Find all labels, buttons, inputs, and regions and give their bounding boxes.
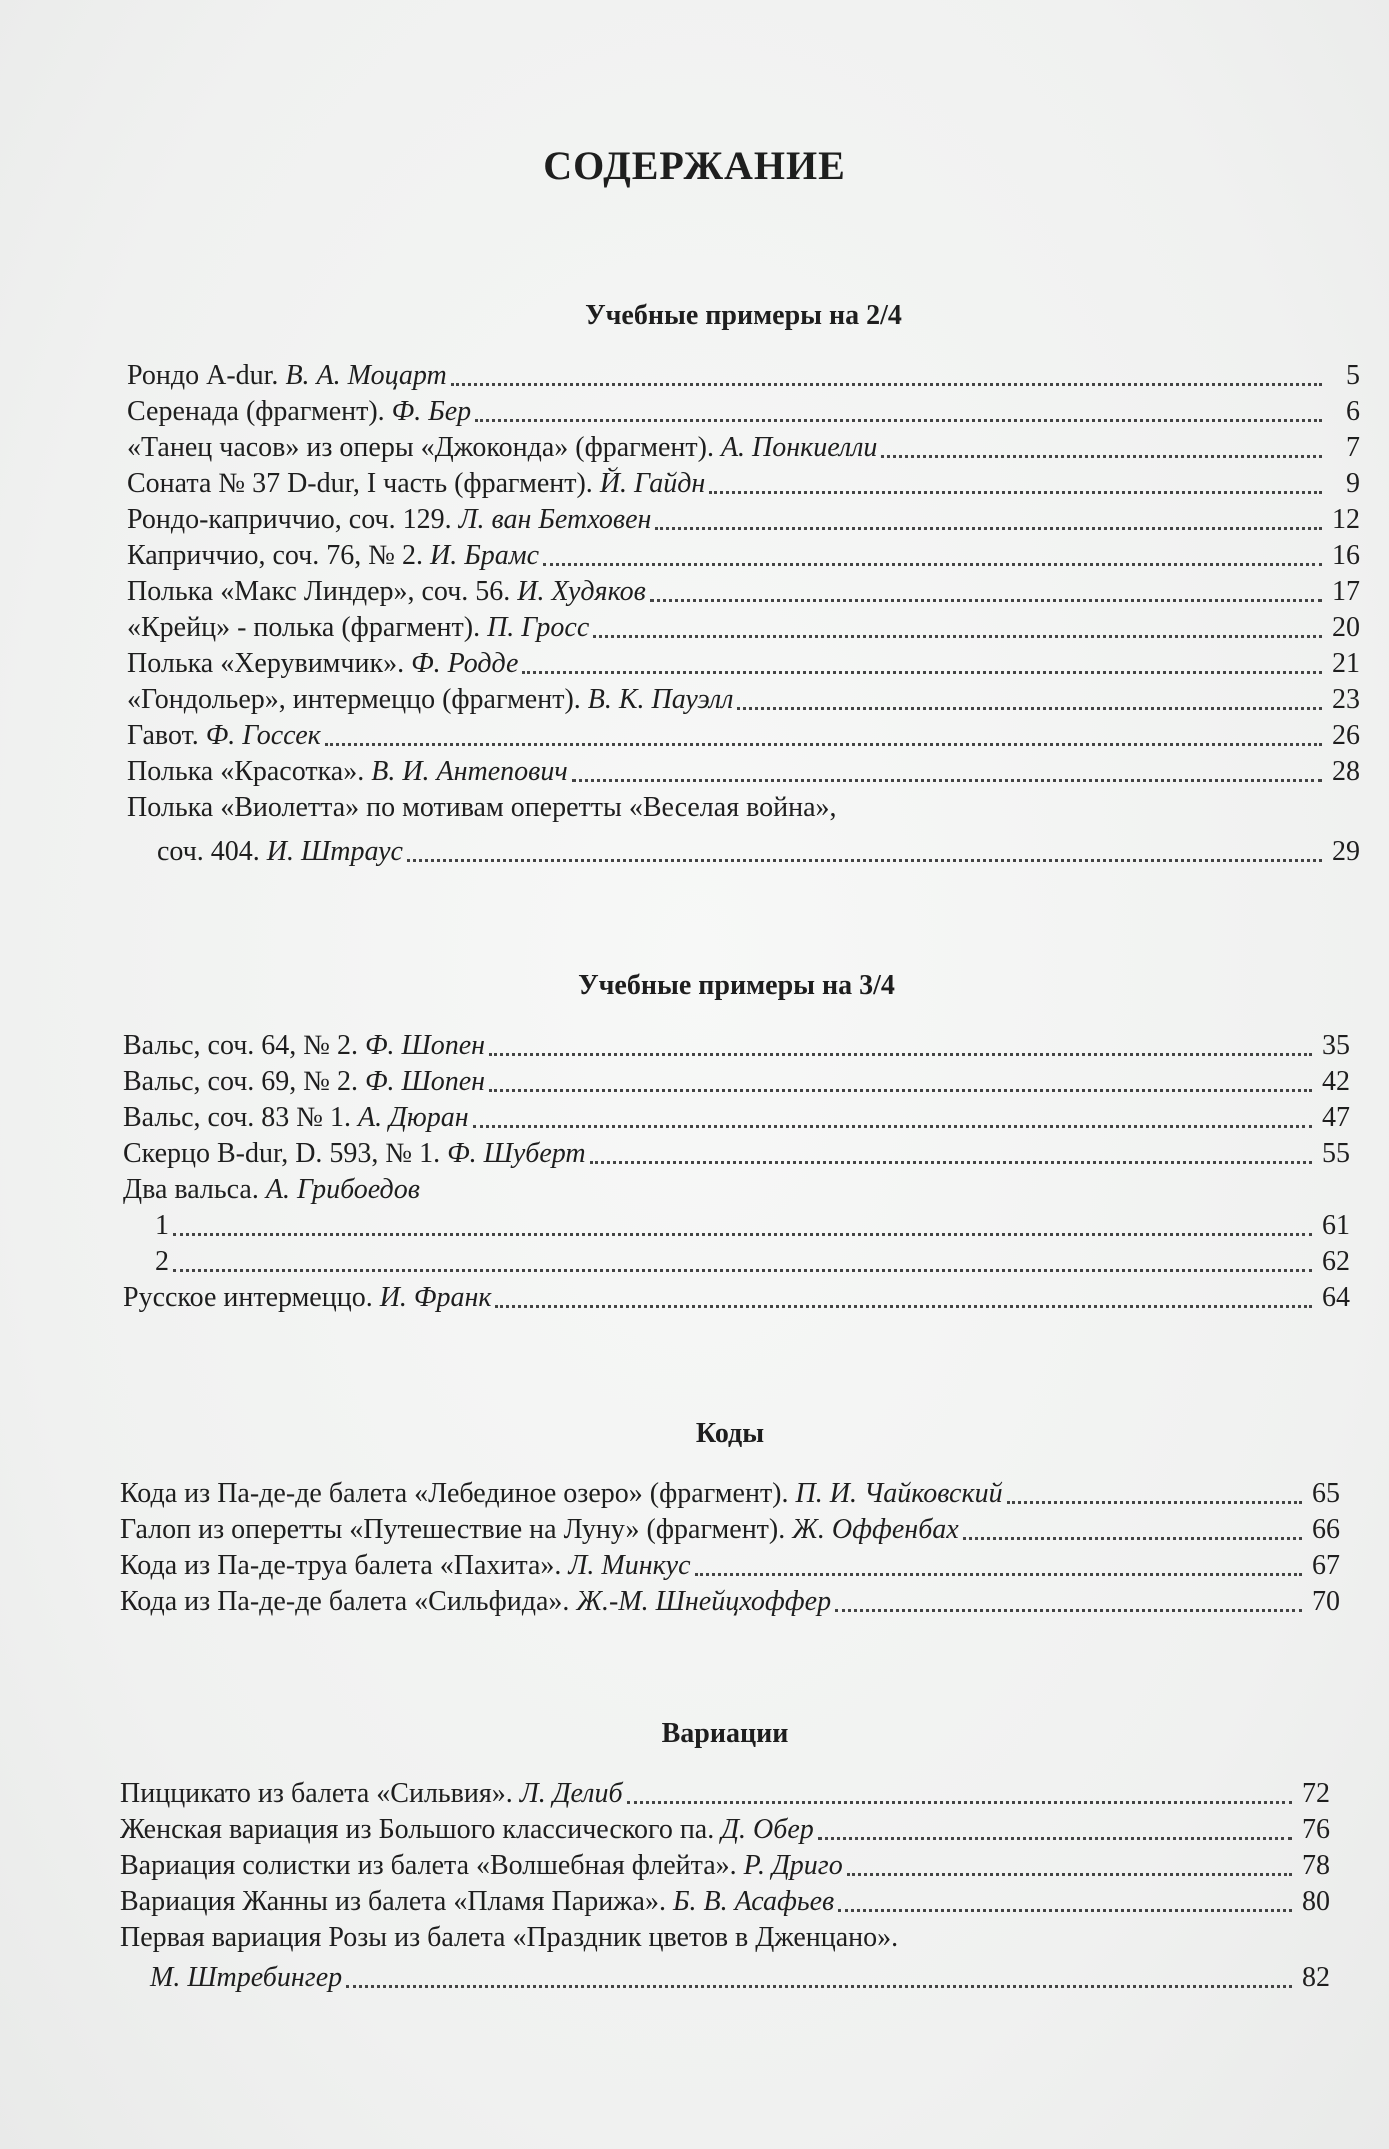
- dot-leader: [847, 1873, 1292, 1876]
- toc-entry: [120, 1548, 1340, 1584]
- entry-title: Скерцо B-dur, D. 593, № 1.: [123, 1138, 448, 1169]
- entry-title: «Танец часов» из оперы «Джоконда» (фрагмент).: [127, 432, 721, 463]
- entry-title: Кода из Па-де-де балета «Сильфида».: [120, 1586, 577, 1617]
- entry-title: Полька «Красотка».: [127, 756, 372, 787]
- toc-entry: [127, 646, 1360, 682]
- dot-leader: [655, 527, 1322, 530]
- entry-author: Л. Минкус: [568, 1550, 691, 1581]
- entry-page: 55: [1322, 1138, 1350, 1169]
- entry-page: 65: [1312, 1478, 1340, 1509]
- entry-author: М. Штребингер: [150, 1962, 343, 1993]
- entry-page: 80: [1302, 1886, 1330, 1917]
- entry-title: 2: [155, 1246, 169, 1277]
- entry-author: В. И. Антепович: [371, 756, 568, 787]
- entry-author: Д. Обер: [721, 1814, 814, 1845]
- dot-leader: [963, 1537, 1302, 1540]
- entry-author: И. Франк: [379, 1282, 492, 1313]
- toc-entry: [120, 1960, 1330, 1996]
- entry-page: 47: [1322, 1102, 1350, 1133]
- entry-title: Вальс, соч. 64, № 2.: [123, 1030, 366, 1061]
- dot-leader: [451, 383, 1322, 386]
- entry-page: 35: [1322, 1030, 1350, 1061]
- entry-author: П. И. Чайковский: [795, 1478, 1003, 1509]
- entry-title: Кода из Па-де-де балета «Лебединое озеро» (фрагмент).: [120, 1478, 796, 1509]
- entry-page: 72: [1302, 1778, 1330, 1809]
- entry-title: Галоп из оперетты «Путешествие на Луну» (фрагмент).: [120, 1514, 793, 1545]
- entry-page: 78: [1302, 1850, 1330, 1881]
- dot-leader: [695, 1573, 1302, 1576]
- toc-entry: [120, 1884, 1330, 1920]
- entry-list: [120, 1476, 1340, 1620]
- entry-author: П. Гросс: [487, 612, 590, 643]
- entry-author: Р. Дриго: [743, 1850, 843, 1881]
- toc-entry: [123, 1064, 1350, 1100]
- dot-leader: [650, 599, 1322, 602]
- entry-page: 17: [1332, 576, 1360, 607]
- toc-entry: [120, 1812, 1330, 1848]
- entry-title: «Гондольер», интермеццо (фрагмент).: [127, 684, 588, 715]
- entry-author: Ф. Бер: [391, 396, 472, 427]
- dot-leader: [489, 1089, 1312, 1092]
- entry-page: 5: [1346, 360, 1360, 391]
- toc-entry: [123, 1244, 1350, 1280]
- entry-title: Гавот.: [127, 720, 206, 751]
- toc-entry: [127, 502, 1360, 538]
- entry-title: Вариация солистки из балета «Волшебная флейта».: [120, 1850, 744, 1881]
- entry-title: «Крейц» - полька (фрагмент).: [127, 612, 488, 643]
- entry-page: 16: [1332, 540, 1360, 571]
- entry-title: 1: [155, 1210, 169, 1241]
- entry-title: Вальс, соч. 83 № 1.: [123, 1102, 359, 1133]
- section-heading: Вариации: [661, 1718, 789, 1749]
- toc-entry: [127, 682, 1360, 718]
- entry-author: Л. Делиб: [519, 1778, 623, 1809]
- entry-title: Кода из Па-де-труа балета «Пахита».: [120, 1550, 569, 1581]
- entry-author: А. Грибоедов: [265, 1174, 420, 1205]
- dot-leader: [1007, 1501, 1302, 1504]
- section-heading: Учебные примеры на 3/4: [578, 970, 895, 1001]
- dot-leader: [709, 491, 1322, 494]
- toc-entry: [123, 1100, 1350, 1136]
- toc-entry: [127, 358, 1360, 394]
- section-heading: Коды: [695, 1418, 765, 1449]
- entry-title: Вальс, соч. 69, № 2.: [123, 1066, 366, 1097]
- dot-leader: [173, 1269, 1312, 1272]
- dot-leader: [522, 671, 1322, 674]
- section-variations: [120, 1718, 1330, 1996]
- toc-entry: [127, 574, 1360, 610]
- toc-entry: [127, 466, 1360, 502]
- dot-leader: [489, 1053, 1312, 1056]
- entry-page: 7: [1346, 432, 1360, 463]
- entry-title: Вариация Жанны из балета «Пламя Парижа».: [120, 1886, 673, 1917]
- entry-title: Каприччио, соч. 76, № 2.: [127, 540, 430, 571]
- entry-author: А. Понкиелли: [720, 432, 878, 463]
- entry-page: 26: [1332, 720, 1360, 751]
- entry-title: Рондо A-dur.: [127, 360, 286, 391]
- entry-author: В. А. Моцарт: [285, 360, 447, 391]
- toc-entry: [120, 1512, 1340, 1548]
- entry-title-line: Первая вариация Розы из балета «Праздник цветов в Дженцано».: [120, 1922, 899, 1953]
- entry-author: И. Штраус: [266, 836, 403, 867]
- toc-entry: [127, 610, 1360, 646]
- entry-title: Серенада (фрагмент).: [127, 396, 392, 427]
- entry-author: Й. Гайдн: [599, 468, 706, 499]
- entry-page: 20: [1332, 612, 1360, 643]
- toc-entry: [120, 1584, 1340, 1620]
- toc-entry: [127, 538, 1360, 574]
- entry-list: [127, 358, 1360, 790]
- entry-page: 29: [1332, 836, 1360, 867]
- toc-entry: [127, 834, 1360, 870]
- group-title: Два вальса. А. Грибоедов: [123, 1174, 420, 1205]
- entry-title: Полька «Макс Линдер», соч. 56.: [127, 576, 518, 607]
- entry-page: 67: [1312, 1550, 1340, 1581]
- toc-entry: [123, 1280, 1350, 1316]
- entry-page: 64: [1322, 1282, 1350, 1313]
- dot-leader: [838, 1909, 1292, 1912]
- dot-leader: [627, 1801, 1292, 1804]
- entry-title: Полька «Херувимчик».: [127, 648, 412, 679]
- section-codas: [120, 1418, 1340, 1620]
- entry-author: И. Брамс: [429, 540, 540, 571]
- toc-entry: [127, 430, 1360, 466]
- entry-author: И. Худяков: [517, 576, 646, 607]
- toc-entry-multiline: [120, 1920, 1330, 1996]
- entry-title: соч. 404.: [157, 836, 267, 867]
- toc-entry: [127, 394, 1360, 430]
- section-heading: Учебные примеры на 2/4: [585, 300, 902, 331]
- entry-page: 6: [1346, 396, 1360, 427]
- entry-title: Соната № 37 D-dur, I часть (фрагмент).: [127, 468, 600, 499]
- entry-page: 42: [1322, 1066, 1350, 1097]
- toc-entry: [120, 1776, 1330, 1812]
- section-2-4: [127, 300, 1360, 870]
- entry-page: 28: [1332, 756, 1360, 787]
- entry-page: 66: [1312, 1514, 1340, 1545]
- entry-author: Ж. Оффенбах: [792, 1514, 959, 1545]
- entry-page: 76: [1302, 1814, 1330, 1845]
- entry-page: 62: [1322, 1246, 1350, 1277]
- entry-page: 21: [1332, 648, 1360, 679]
- entry-author: Ж.-М. Шнейцхоффер: [576, 1586, 832, 1617]
- entry-author: В. К. Пауэлл: [587, 684, 734, 715]
- toc-entry: [123, 1136, 1350, 1172]
- dot-leader: [881, 455, 1322, 458]
- page-title: СОДЕРЖАНИЕ: [543, 143, 846, 188]
- toc-entry-multiline: [127, 790, 1360, 870]
- dot-leader: [475, 419, 1322, 422]
- entry-list: [123, 1028, 1350, 1172]
- dot-leader: [593, 635, 1322, 638]
- entry-title: Женская вариация из Большого классического па.: [120, 1814, 722, 1845]
- entry-list: [120, 1776, 1330, 1920]
- dot-leader: [737, 707, 1322, 710]
- entry-title: Рондо-каприччио, соч. 129.: [127, 504, 459, 535]
- dot-leader: [407, 859, 1322, 862]
- entry-page: 9: [1346, 468, 1360, 499]
- entry-page: 82: [1302, 1962, 1330, 1993]
- toc-entry: [123, 1208, 1350, 1244]
- dot-leader: [572, 779, 1322, 782]
- dot-leader: [543, 563, 1322, 566]
- entry-title: Пиццикато из балета «Сильвия».: [120, 1778, 520, 1809]
- dot-leader: [495, 1305, 1312, 1308]
- toc-entry: [120, 1476, 1340, 1512]
- entry-page: 12: [1332, 504, 1360, 535]
- entry-author: Л. ван Бетховен: [458, 504, 652, 535]
- entry-author: Ф. Госсек: [205, 720, 321, 751]
- entry-author: А. Дюран: [358, 1102, 469, 1133]
- section-3-4: [123, 970, 1350, 1316]
- entry-author: Ф. Шопен: [365, 1066, 486, 1097]
- entry-page: 61: [1322, 1210, 1350, 1241]
- entry-author: Б. В. Асафьев: [672, 1886, 835, 1917]
- dot-leader: [173, 1233, 1312, 1236]
- dot-leader: [325, 743, 1322, 746]
- dot-leader: [346, 1985, 1292, 1988]
- toc-entry: [127, 754, 1360, 790]
- entry-author: Ф. Шуберт: [447, 1138, 586, 1169]
- entry-author: Ф. Шопен: [365, 1030, 486, 1061]
- entry-author: Ф. Родде: [411, 648, 519, 679]
- entry-title: Русское интермеццо.: [123, 1282, 380, 1313]
- toc-entry: [120, 1848, 1330, 1884]
- dot-leader: [590, 1161, 1312, 1164]
- dot-leader: [835, 1609, 1302, 1612]
- dot-leader: [818, 1837, 1292, 1840]
- entry-title-line: Полька «Виолетта» по мотивам оперетты «Веселая война»,: [127, 792, 837, 823]
- toc-entry: [123, 1028, 1350, 1064]
- toc-entry: [127, 718, 1360, 754]
- entry-page: 70: [1312, 1586, 1340, 1617]
- entry-page: 23: [1332, 684, 1360, 715]
- dot-leader: [473, 1125, 1312, 1128]
